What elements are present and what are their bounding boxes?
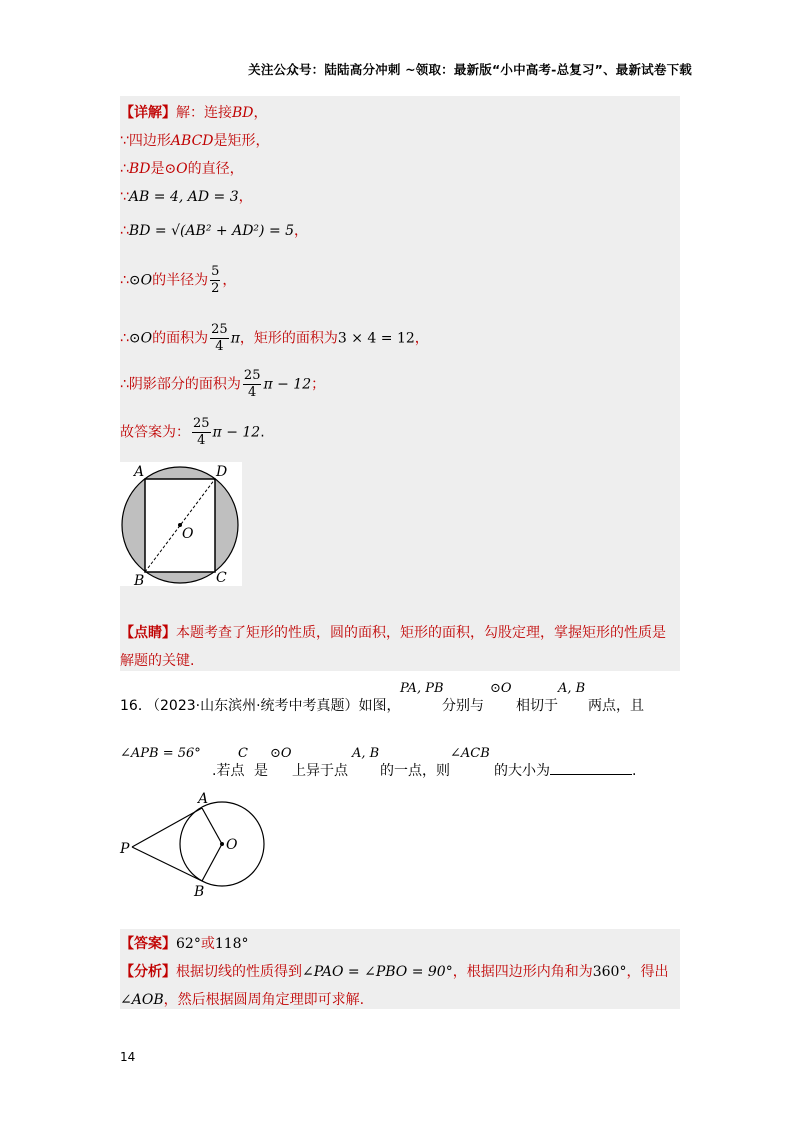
- label-o: O: [182, 526, 194, 542]
- text: 解：连接: [176, 105, 232, 121]
- math: ⊙O: [270, 746, 292, 761]
- text: 的大小为: [494, 763, 550, 779]
- math: π: [230, 330, 240, 347]
- tangent-pa: [132, 808, 202, 847]
- math: BD: [128, 161, 151, 177]
- math: 360°: [592, 964, 627, 980]
- text: .: [632, 763, 637, 779]
- math: ∠PAO = ∠PBO = 90°: [302, 964, 453, 980]
- math: π − 12: [212, 424, 261, 441]
- solution-line-9: [120, 416, 265, 449]
- analysis-line-2: [120, 989, 364, 1009]
- text: ，: [238, 189, 253, 205]
- note-line-1: [120, 622, 666, 642]
- math: AB = 4, AD = 3: [128, 189, 239, 205]
- fraction: [192, 416, 211, 449]
- text: 的直径，: [187, 161, 244, 177]
- analysis-line-1: [120, 961, 668, 981]
- label-c: C: [216, 570, 227, 586]
- text: 本题考查了矩形的性质，圆的面积，矩形的面积，勾股定理，掌握矩形的性质是: [176, 625, 666, 641]
- radius-oa: [202, 808, 222, 844]
- numerator: 25: [211, 322, 228, 337]
- circle-rectangle-figure: [120, 462, 242, 586]
- math: ∠APB = 56°: [120, 746, 201, 761]
- solution-line-8: [120, 368, 325, 401]
- math: ∠ACB: [450, 746, 490, 761]
- text: ，: [294, 223, 309, 239]
- text: ，: [414, 330, 429, 347]
- answer-panel-16: [120, 929, 680, 1009]
- answer-blank[interactable]: [550, 760, 632, 775]
- text: 阴影部分的面积为: [128, 376, 241, 393]
- solution-line-4: [120, 186, 253, 206]
- math: BD = √(AB² + AD²) = 5: [128, 223, 295, 239]
- answer-tag: 【答案】: [120, 936, 176, 952]
- text: ，矩形的面积为: [239, 330, 338, 347]
- solution-line-6: [120, 264, 236, 297]
- note-tag: 【点睛】: [120, 625, 176, 641]
- solution-line-3: [120, 158, 244, 178]
- answer-blank-line: [494, 760, 636, 780]
- math: 3 × 4 = 12: [337, 330, 415, 347]
- question-source: （2023·山东滨州·统考中考真题）如图，: [146, 698, 401, 714]
- math: π − 12: [263, 376, 312, 393]
- text: .: [260, 424, 265, 441]
- label-p: P: [120, 841, 130, 857]
- text: ，: [222, 272, 237, 289]
- math: A, B: [352, 746, 380, 761]
- text: ；: [311, 376, 326, 393]
- denominator: 2: [211, 281, 220, 296]
- text: ，根据四边形内角和为: [452, 964, 593, 980]
- radius-ob: [202, 844, 222, 881]
- math: BD: [232, 105, 254, 121]
- denominator: 4: [197, 433, 206, 448]
- fraction: [210, 264, 220, 297]
- math: A, B: [558, 681, 586, 696]
- text: 或: [200, 936, 215, 952]
- therefore-symbol: ∴: [120, 376, 129, 393]
- text: ，然后根据圆周角定理即可求解.: [163, 992, 365, 1008]
- label-a: A: [198, 791, 209, 807]
- text: 上异于点: [292, 763, 348, 779]
- text: 是矩形，: [213, 133, 270, 149]
- math: ⊙O: [490, 681, 512, 696]
- text: 相切于: [516, 698, 558, 714]
- text: .若点: [212, 763, 245, 779]
- label-a: A: [134, 464, 145, 480]
- math: C: [238, 746, 248, 761]
- because-symbol: ∵: [120, 189, 129, 205]
- math: ∠AOB: [120, 992, 164, 1008]
- text: 是: [254, 763, 268, 779]
- text: 的半径为: [152, 272, 209, 289]
- math: ⊙O: [164, 161, 188, 177]
- label-d: D: [216, 464, 228, 480]
- numerator: 25: [193, 416, 210, 431]
- text: 故答案为：: [120, 424, 190, 441]
- solution-line-5: [120, 220, 308, 240]
- page-number: 14: [120, 1050, 136, 1064]
- fraction: [243, 368, 262, 401]
- analysis-tag: 【分析】: [120, 964, 176, 980]
- therefore-symbol: ∴: [120, 272, 129, 289]
- text: ，得出: [626, 964, 669, 980]
- denominator: 4: [215, 339, 224, 354]
- fraction: [210, 322, 229, 355]
- math: ⊙O: [128, 330, 153, 347]
- tangent-pb: [132, 847, 202, 881]
- therefore-symbol: ∴: [120, 223, 129, 239]
- math: ⊙O: [128, 272, 153, 289]
- text: 是: [150, 161, 165, 177]
- therefore-symbol: ∴: [120, 330, 129, 347]
- answer-line: [120, 933, 249, 953]
- text: 根据切线的性质得到: [176, 964, 302, 980]
- solution-line-7: [120, 322, 429, 355]
- text: 的一点，则: [380, 763, 450, 779]
- text: 解题的关键.: [120, 653, 195, 669]
- label-o: O: [226, 837, 238, 853]
- math: PA, PB: [400, 681, 444, 696]
- text: 分别与: [442, 698, 484, 714]
- detail-tag: 【详解】: [120, 105, 176, 121]
- question-number: 16．: [120, 698, 152, 714]
- math: 62°: [176, 936, 201, 952]
- numerator: 25: [243, 368, 261, 383]
- because-symbol: ∵: [120, 133, 129, 149]
- denominator: 4: [248, 385, 257, 400]
- tangent-figure: [118, 790, 268, 900]
- label-b: B: [194, 884, 205, 900]
- text: 四边形: [128, 133, 171, 149]
- note-line-2: [120, 650, 194, 670]
- text: 的面积为: [152, 330, 209, 347]
- label-b: B: [134, 573, 145, 586]
- therefore-symbol: ∴: [120, 161, 129, 177]
- numerator: 5: [211, 264, 220, 279]
- text: 两点，且: [588, 698, 644, 714]
- math: ABCD: [170, 133, 214, 149]
- solution-line-1: [120, 102, 268, 122]
- page-header: 关注公众号：陆陆高分冲刺 ~领取：最新版“小中高考-总复习”、最新试卷下载: [248, 62, 692, 77]
- text: ，: [253, 105, 268, 121]
- math: 118°: [214, 936, 249, 952]
- solution-line-2: [120, 130, 270, 150]
- center-point: [220, 842, 224, 846]
